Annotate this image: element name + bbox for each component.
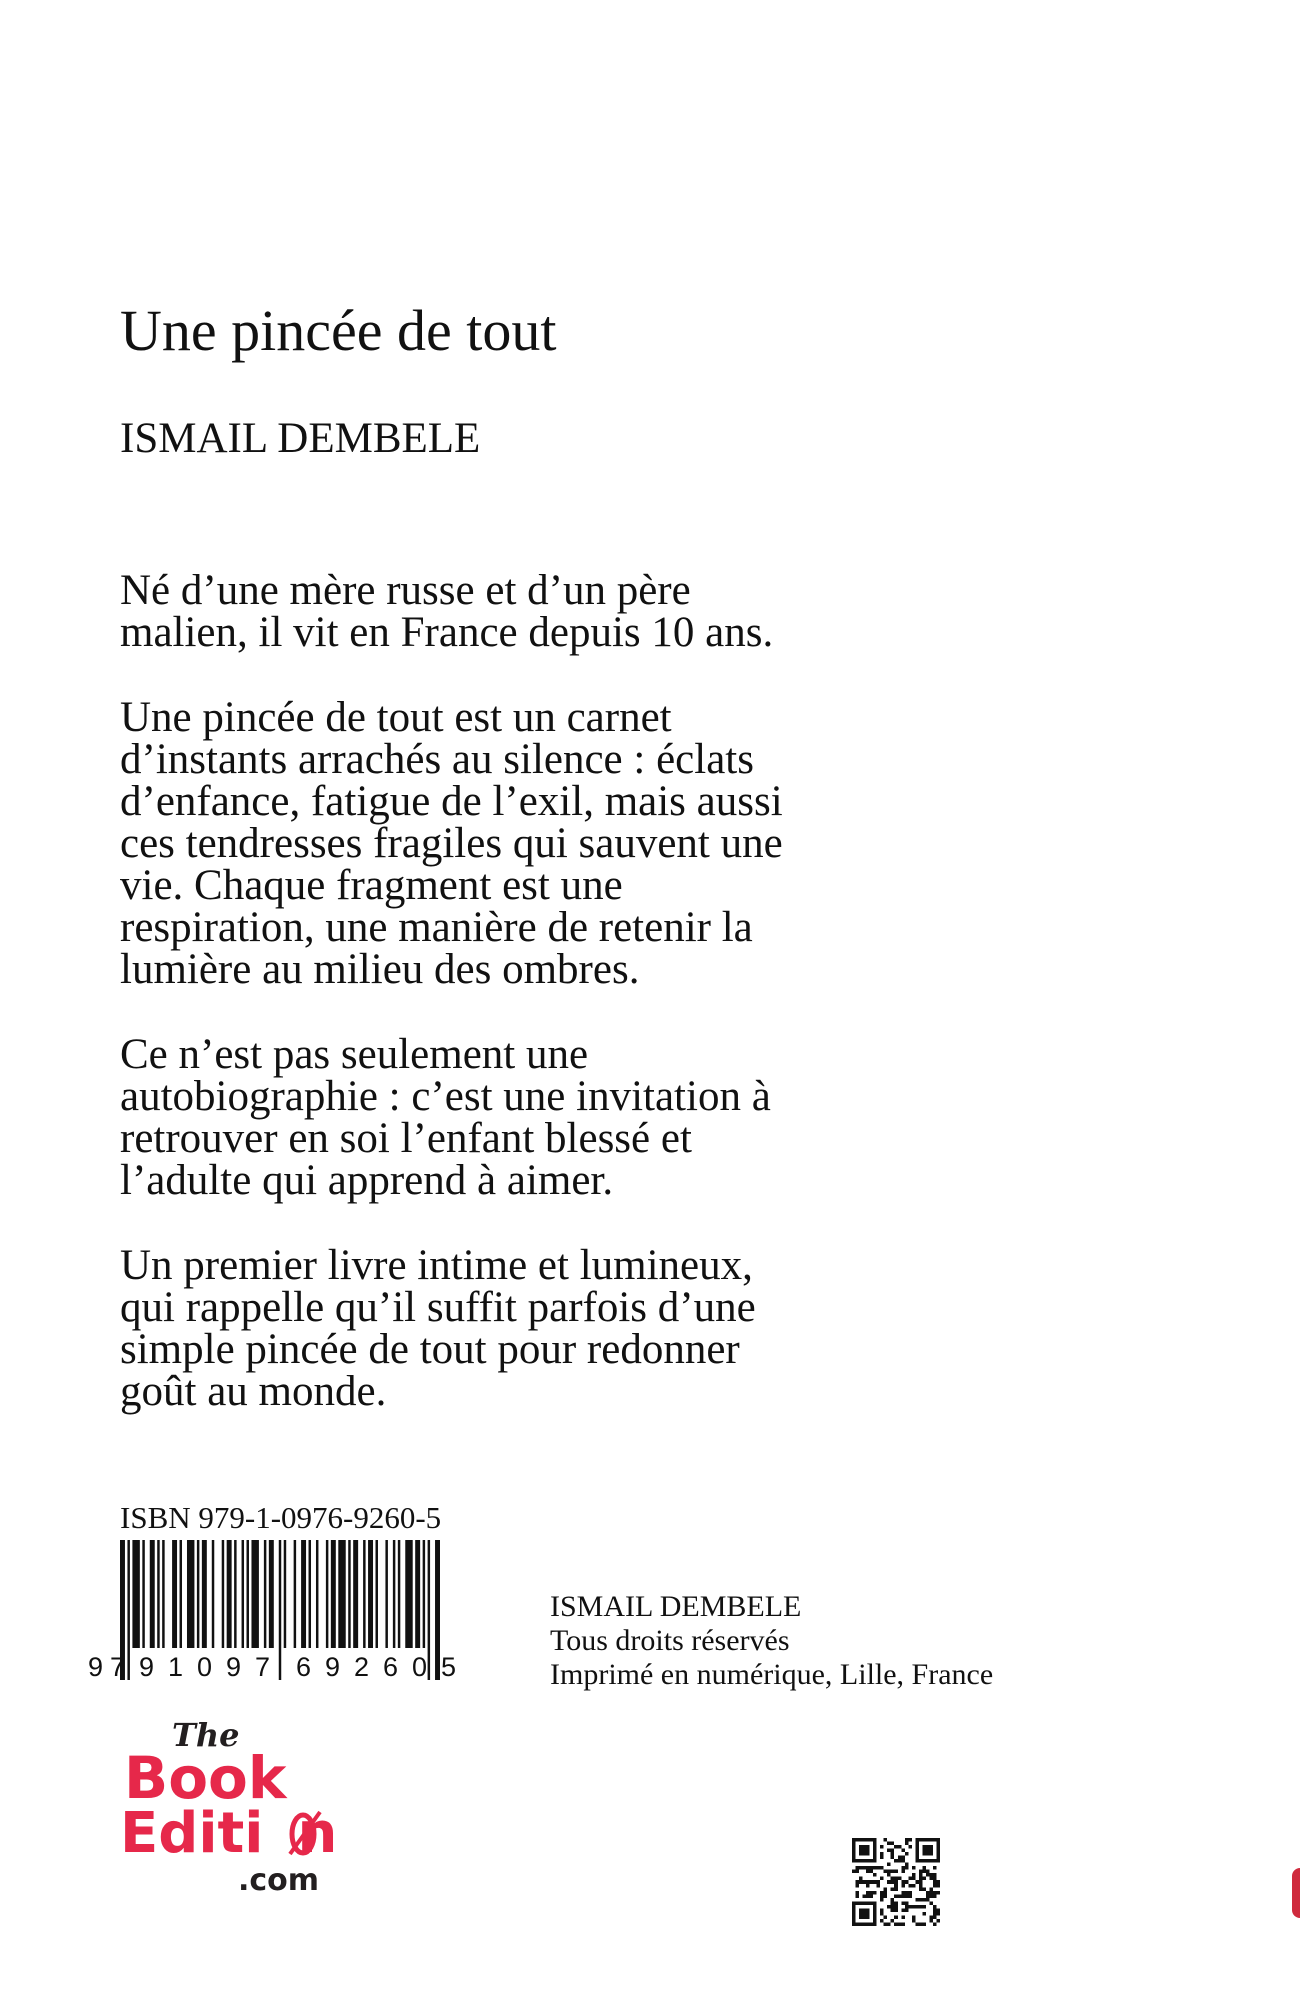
barcode-bar — [132, 1540, 139, 1648]
barcode-bar — [247, 1540, 249, 1648]
barcode-bar — [157, 1540, 159, 1648]
barcode-bar — [212, 1540, 214, 1648]
qr-code-icon — [852, 1838, 940, 1926]
imprint-rights: Tous droits réservés — [550, 1624, 790, 1657]
barcode-bar — [435, 1540, 440, 1680]
blurb-line: qui rappelle qu’il suffit parfois d’une — [120, 1284, 756, 1331]
barcode-bar — [331, 1540, 336, 1648]
blurb-line: simple pincée de tout pour redonner — [120, 1326, 740, 1373]
barcode-bar — [172, 1540, 177, 1648]
imprint-author: ISMAIL DEMBELE — [550, 1590, 802, 1623]
barcode-bar — [264, 1540, 266, 1648]
barcode-bar — [376, 1540, 378, 1648]
barcode-bar — [415, 1540, 420, 1648]
blurb-paragraph — [120, 1242, 940, 1415]
author-name: ISMAIL DEMBELE — [120, 415, 481, 462]
blurb-line: malien, il vit en France depuis 10 ans. — [120, 609, 774, 656]
blurb-line: lumière au milieu des ombres. — [120, 946, 640, 993]
barcode-bar — [316, 1540, 318, 1648]
barcode-bar — [338, 1540, 345, 1648]
barcode — [80, 1540, 480, 1680]
barcode-digits-left: 791097 — [110, 1652, 270, 1680]
blurb-line: d’instants arrachés au silence : éclats — [120, 736, 754, 783]
blurb-line: l’adulte qui apprend à aimer. — [120, 1157, 614, 1204]
imprint-block — [550, 1590, 993, 1692]
isbn-label: ISBN 979-1-0976-9260-5 — [120, 1500, 442, 1535]
barcode-bar — [197, 1540, 199, 1648]
barcode-bar — [363, 1540, 365, 1648]
barcode-bar — [405, 1540, 412, 1648]
publisher-logo — [120, 1710, 360, 1900]
book-title: Une pincée de tout — [120, 298, 557, 363]
blurb — [120, 567, 940, 1456]
barcode-bar — [251, 1540, 258, 1648]
barcode-bar — [284, 1540, 286, 1648]
blurb-paragraph — [120, 694, 940, 993]
barcode-bar — [242, 1540, 244, 1648]
barcode-bar — [227, 1540, 232, 1648]
barcode-digits-right: 692605 — [296, 1652, 456, 1680]
blurb-line: d’enfance, fatigue de l’exil, mais aussi — [120, 778, 783, 825]
logo-book: Book — [124, 1744, 287, 1812]
barcode-bar — [162, 1540, 164, 1648]
barcode-bar — [398, 1540, 400, 1648]
barcode-bar — [428, 1540, 430, 1680]
barcode-bar — [202, 1540, 207, 1648]
blurb-line: respiration, une manière de retenir la — [120, 904, 753, 951]
barcode-bar — [423, 1540, 425, 1648]
blurb-line: Un premier livre intime et lumineux, — [120, 1242, 753, 1289]
blurb-paragraph — [120, 567, 940, 656]
barcode-bar — [353, 1540, 358, 1648]
barcode-bar — [309, 1540, 311, 1648]
barcode-bar — [142, 1540, 144, 1648]
barcode-bar — [187, 1540, 194, 1648]
blurb-line: Né d’une mère russe et d’un père — [120, 567, 691, 614]
barcode-bar — [150, 1540, 155, 1648]
imprint-printed: Imprimé en numérique, Lille, France — [550, 1658, 994, 1691]
edge-mark — [1292, 1868, 1300, 1918]
blurb-paragraph — [120, 1031, 940, 1204]
blurb-line: retrouver en soi l’enfant blessé et — [120, 1115, 692, 1162]
blurb-line: autobiographie : c’est une invitation à — [120, 1073, 771, 1120]
blurb-line: ces tendresses fragiles qui sauvent une — [120, 820, 783, 867]
barcode-bar — [368, 1540, 373, 1648]
logo-dotcom: .com — [238, 1863, 320, 1898]
blurb-line: Une pincée de tout est un carnet — [120, 694, 672, 741]
blurb-line: goût au monde. — [120, 1368, 387, 1415]
barcode-bar — [279, 1540, 281, 1680]
barcode-bar — [301, 1540, 306, 1648]
barcode-bar — [393, 1540, 395, 1648]
barcode-bar — [348, 1540, 350, 1648]
barcode-bar — [269, 1540, 274, 1648]
blurb-line: vie. Chaque fragment est une — [120, 862, 623, 909]
barcode-bar — [294, 1540, 296, 1648]
barcode-bar — [222, 1540, 224, 1648]
logo-the: The — [172, 1716, 240, 1754]
barcode-digit-first: 9 — [88, 1652, 104, 1680]
barcode-bar — [127, 1540, 129, 1680]
logo-edition-end: n — [297, 1801, 338, 1866]
barcode-bar — [385, 1540, 387, 1648]
blurb-line: Ce n’est pas seulement une — [120, 1031, 589, 1078]
barcode-bar — [326, 1540, 328, 1648]
logo-edition-start: Editi — [120, 1801, 264, 1866]
barcode-bar — [234, 1540, 236, 1648]
barcode-bar — [180, 1540, 182, 1648]
